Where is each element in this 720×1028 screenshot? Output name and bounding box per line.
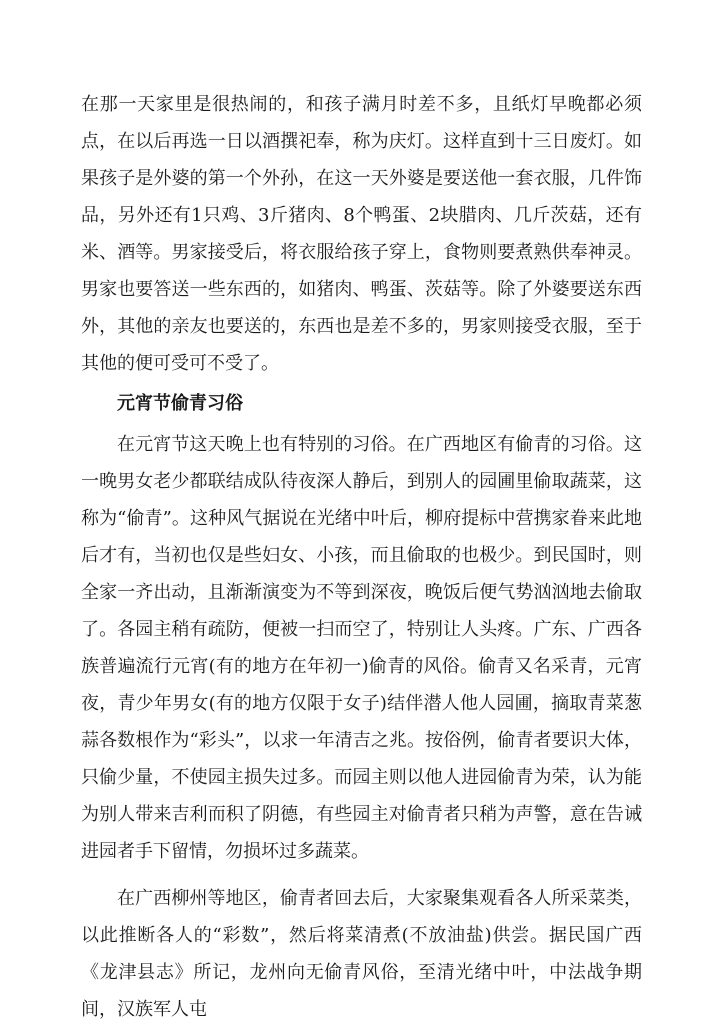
document-body (81, 86, 642, 1028)
paragraph-3: 在广西柳州等地区，偷青者回去后，大家聚集观看各人所采菜类，以此推断各人的“彩数”，然后将菜清煮(不放油盐)供尝。据民国广西《龙津县志》所记，龙州向无偷青风俗，至清光绪中叶，中法战争期间，汉族军人屯 (81, 888, 642, 1020)
paragraph-gap (81, 870, 642, 880)
section-heading: 元宵节偷青习俗 (117, 393, 243, 414)
paragraph-1: 在那一天家里是很热闹的，和孩子满月时差不多，且纸灯早晚都必须点，在以后再选一日以酒撰祀奉，称为庆灯。这样直到十三日废灯。如果孩子是外婆的第一个外孙，在这一天外婆是要送他一套衣服，几件饰品，另外还有1只鸡、3斤猪肉、8个鸭蛋、2块腊肉、几斤茨菇，还有米、酒等。男家接受后，将衣服给孩子穿上，食物则要煮熟供奉神灵。男家也要答送一些东西的，如猪肉、鸭蛋、茨菇等。除了外婆要送东西外，其他的亲友也要送的，东西也是差不多的，男家则接受衣服，至于其他的便可受可不受了。 (81, 94, 642, 374)
paragraph-2: 在元宵节这天晚上也有特别的习俗。在广西地区有偷青的习俗。这一晚男女老少都联结成队待夜深人静后，到别人的园圃里偷取蔬菜，这称为“偷青”。这种风气据说在光绪中叶后，柳府提标中营携家眷来此地后才有，当初也仅是些妇女、小孩，而且偷取的也极少。到民国时，则全家一齐出动，且渐渐演变为不等到深夜，晚饭后便气势汹汹地去偷取了。各园主稍有疏防，便被一扫而空了，特别让人头疼。广东、广西各族普遍流行元宵(有的地方在年初一)偷青的风俗。偷青又名采青，元宵夜，青少年男女(有的地方仅限于女子)结伴潜人他人园圃，摘取青菜葱蒜各数根作为“彩头”，以求一年清吉之兆。按俗例，偷青者要识大体，只偷少量，不使园主损失过多。而园主则以他人进园偷青为荣，认为能为别人带来吉利而积了阴德，有些园主对偷青者只稍为声警，意在告诫进园者手下留情，勿损坏过多蔬菜。 (81, 434, 642, 862)
